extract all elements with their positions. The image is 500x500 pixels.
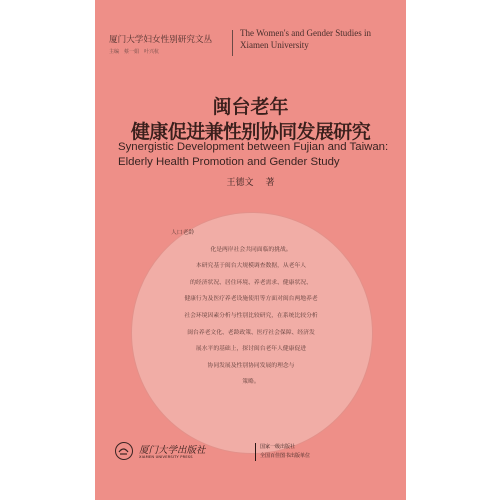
publisher-honor-2: 全国百佳图书出版单位: [260, 453, 311, 459]
abstract-line: 协同发展及性别协同发展的理念与: [207, 362, 295, 369]
abstract-line: 社会环境因素分析与性别比较研究，在系统比较分析: [184, 312, 318, 319]
book-title-line1: 闽台老年: [212, 96, 289, 118]
abstract-line: 策略。: [242, 379, 260, 386]
abstract-line: 化是两岸社会共同面临的挑战。: [210, 246, 292, 253]
publisher-name-en: XIAMEN UNIVERSITY PRESS: [139, 455, 193, 459]
english-title-line1: Synergistic Development between Fujian and Taiwan:: [118, 141, 389, 153]
abstract-line: 展水平的基础上，探讨闽台老年人健康促进: [195, 346, 307, 353]
english-title: [118, 140, 398, 170]
abstract-line: 闽台养老文化、老龄政策、医疗社会保障、经济发: [187, 329, 315, 336]
author-name: 王德文: [226, 178, 254, 188]
abstract-line: 人口老龄: [171, 230, 195, 236]
abstract-line: 健康行为及医疗养老设施使用等方面对闽台两地养老: [184, 296, 318, 303]
abstract-line: 本研究基于闽台大规模调查数据，从老年人: [195, 263, 307, 270]
book-title-line2: 健康促进兼性别协同发展研究: [130, 121, 371, 143]
english-title-line2: Elderly Health Promotion and Gender Study: [118, 156, 340, 168]
publisher-block: [115, 440, 375, 470]
series-title-en: The Women's and Gender Studies in Xiamen University: [240, 28, 371, 50]
publisher-divider: [255, 443, 256, 461]
series-header: [109, 24, 394, 66]
author-role: 著: [265, 178, 275, 188]
publisher-logo-icon: [115, 442, 133, 460]
abstract-text: [165, 225, 337, 391]
publisher-honor-1: 国家一级出版社: [260, 444, 296, 450]
series-editors: 主编 蔡一娟 叶兴杭: [109, 49, 160, 55]
author-line: [95, 175, 406, 188]
abstract-line: 的经济状况、居住环境、养老需求、健康状况、: [190, 279, 312, 286]
series-divider: [232, 30, 233, 56]
book-cover: [95, 0, 406, 500]
publisher-name: 厦门大学出版社: [139, 445, 206, 456]
series-title-zh: 厦门大学妇女性别研究文丛: [109, 35, 213, 45]
